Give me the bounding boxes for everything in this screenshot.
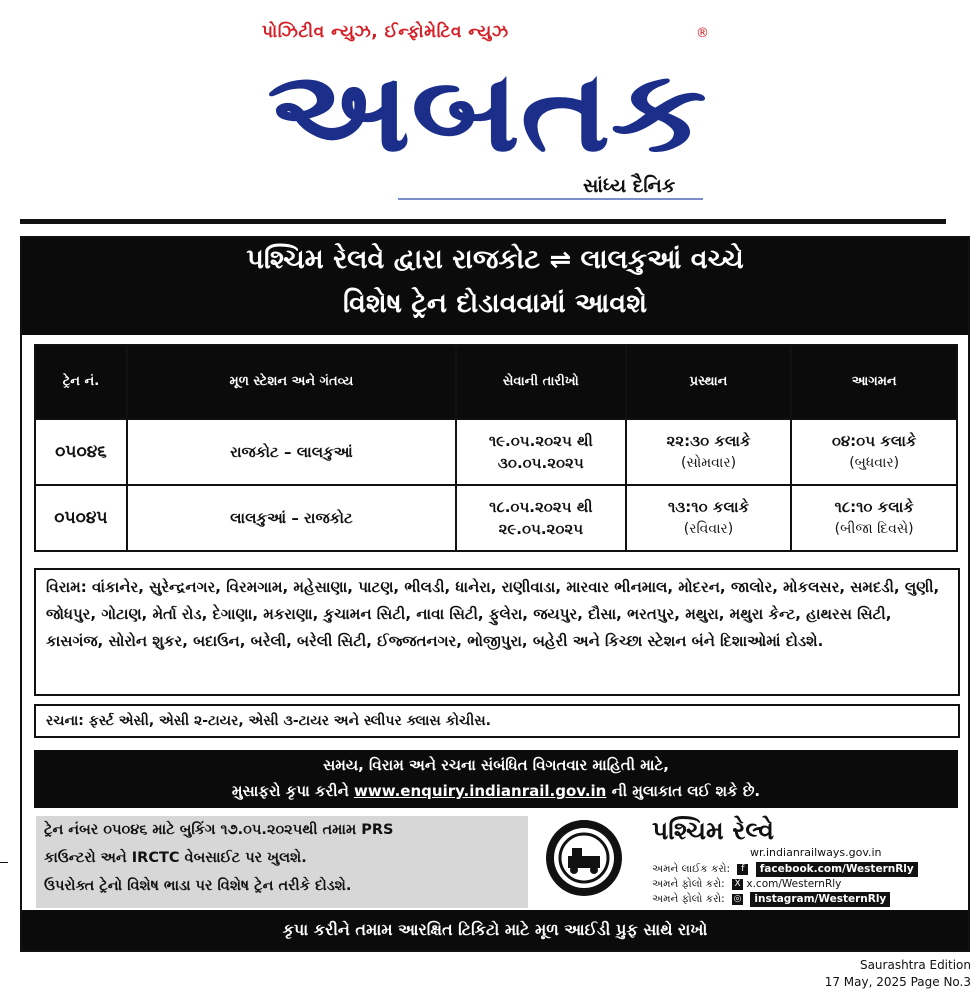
composition-label: રચના: [46,713,84,729]
booking-line-1: ટ્રેન નંબર ૦૫૦૪૬ માટે બુકિંગ ૧૭.૦૫.૨૦૨૫થી તમામ PRS [44,822,394,838]
social-fb-label: અમને લાઈક કરો: [652,863,731,875]
arrival-day: (બીજા દિવસે) [834,521,914,537]
service-dates [456,485,626,551]
facebook-link[interactable]: facebook.com/WesternRly [756,862,918,877]
social-x-label: અમને ફોલો કરો: [652,878,725,890]
composition-box [34,704,960,738]
date-from: ૧૮.૦૫.૨૦૨૫ થી [489,498,593,516]
booking-line-2: કાઉન્ટરો અને IRCTC વેબસાઈટ પર ખુલશે. [44,850,307,866]
social-facebook [652,862,918,877]
tagline: પોઝિટીવ ન્યુઝ, ઈન્ફોમેટિવ ન્યુઝ [262,22,509,42]
notice-headline [22,238,968,335]
arrival-time: ૦૪:૦૫ કલાકે [831,432,917,450]
col-route: મૂળ સ્ટેશન અને ગંતવ્ય [127,345,456,419]
edition-label: Saurashtra Edition [859,958,971,972]
headline-part-b: લાલકુઆં વચ્ચે [580,244,744,275]
date-to: ૨૯.૦૫.૨૦૨૫ [498,520,584,538]
page-meta [825,957,971,991]
social-instagram [652,892,918,907]
train-number: ૦૫૦૪૬ [35,419,127,485]
instagram-link[interactable]: instagram/WesternRly [750,892,890,907]
x-icon: X [732,879,743,890]
enquiry-link[interactable]: www.enquiry.indianrail.gov.in [354,782,607,800]
date-page: 17 May, 2025 Page No.3 [824,975,971,989]
stoppages-box [34,568,960,696]
headline-part-a: પશ્ચિમ રેલવે દ્વારા રાજકોટ [246,244,540,275]
info-line-2-post: ની મુલાકાત લઈ શકે છે. [611,782,761,800]
enquiry-info [34,750,958,808]
social-x [652,877,918,892]
info-line-1: સમય, વિરામ અને રચના સંબંધિત વિગતવાર માહિતી માટે, [323,756,669,774]
route: લાલકુઆં – રાજકોટ [127,485,456,551]
col-train-no: ટ્રેન નં. [35,345,127,419]
registered-mark: ® [696,26,709,41]
departure [626,485,792,551]
arrival [791,485,957,551]
departure [626,419,792,485]
stoppages-text: વાંકાનેર, સુરેન્દ્રનગર, વિરમગામ, મહેસાણા, પાટણ, ભીલડી, ધાનેરા, રાણીવાડા, મારવાર ભીનમાલ, મોદરન, જાલોર, મોકલસર, સમદડી, લુણી, જોધપુર, ગોટાણ, મેર્તા રોડ, દેગાણા, મકરાણા, કુચામન સિટી, નાવા સિટી, ફુલેરા, જયપુર, દૌસા, ભરતપુર, મથુરા, મથુરા કેન્ટ, હાથરસ સિટી, કાસગંજ, સોરોન શુકર, બદાઉન, બરેલી, બરેલી સિટી, ઈજ્જતનગર, ભોજીપુરા, બહેરી અને કિચ્છા સ્ટેશન બંને દિશાઓમાં દોડશે. [46,578,940,650]
departure-day: (સોમવાર) [681,455,737,471]
divider [398,198,703,200]
date-to: ૩૦.૦૫.૨૦૨૫ [497,454,584,472]
table-row [35,419,957,485]
schedule-table [34,344,958,552]
edition-type: સાંધ્ય દૈનિક [583,175,676,197]
composition-text: ફર્સ્ટ એસી, એસી ૨-ટાયર, એસી ૩-ટાયર અને સ્લીપર ક્લાસ કોચીસ. [88,713,491,729]
facebook-icon: f [737,864,748,875]
service-dates [456,419,626,485]
col-departure: પ્રસ્થાન [626,345,792,419]
route: રાજકોટ – લાલકુઆં [127,419,456,485]
page-rule [20,219,946,224]
social-ig-label: અમને ફોલો કરો: [652,893,725,905]
arrival [791,419,957,485]
departure-time: ૧૩:૧૦ કલાકે [667,498,750,516]
arrival-time: ૧૮:૧૦ કલાકે [834,498,914,516]
railway-notice [20,236,970,952]
instagram-icon: ◎ [733,893,742,904]
newspaper-logo [262,46,712,168]
railway-name: પશ્ચિમ રેલ્વે [652,816,774,845]
departure-day: (રવિવાર) [683,521,734,537]
bidirectional-arrow-icon: ⇌ [549,245,572,275]
col-dates: સેવાની તારીખો [456,345,626,419]
social-links [652,862,918,907]
booking-info [36,816,528,908]
railway-emblem-icon [544,818,624,898]
date-from: ૧૯.૦૫.૨૦૨૫ થી [488,432,593,450]
x-link[interactable]: x.com/WesternRly [746,878,842,890]
train-number: ૦૫૦૪૫ [35,485,127,551]
table-header-row [35,345,957,419]
railway-website: wr.indianrailways.gov.in [750,846,882,859]
booking-line-3: ઉપરોક્ત ટ્રેનો વિશેષ ભાડા પર વિશેષ ટ્રેન તરીકે દોડશે. [44,878,352,894]
arrival-day: (બુધવાર) [849,455,900,471]
col-arrival: આગમન [791,345,957,419]
info-line-2-pre: મુસાફરો કૃપા કરીને [231,782,349,800]
stoppages-label: વિરામ: [46,578,87,596]
departure-time: ૨૨:૩૦ કલાકે [666,432,751,450]
svg-text:અબતક: અબતક [267,47,707,168]
id-proof-notice: કૃપા કરીને તમામ આરક્ષિત ટિકિટો માટે મૂળ આઈડી પ્રુફ સાથે રાખો [22,910,968,950]
headline-line-2: વિશેષ ટ્રેન દોડાવવામાં આવશે [342,288,648,319]
table-row [35,485,957,551]
margin-tick [0,862,8,863]
masthead [0,0,980,215]
